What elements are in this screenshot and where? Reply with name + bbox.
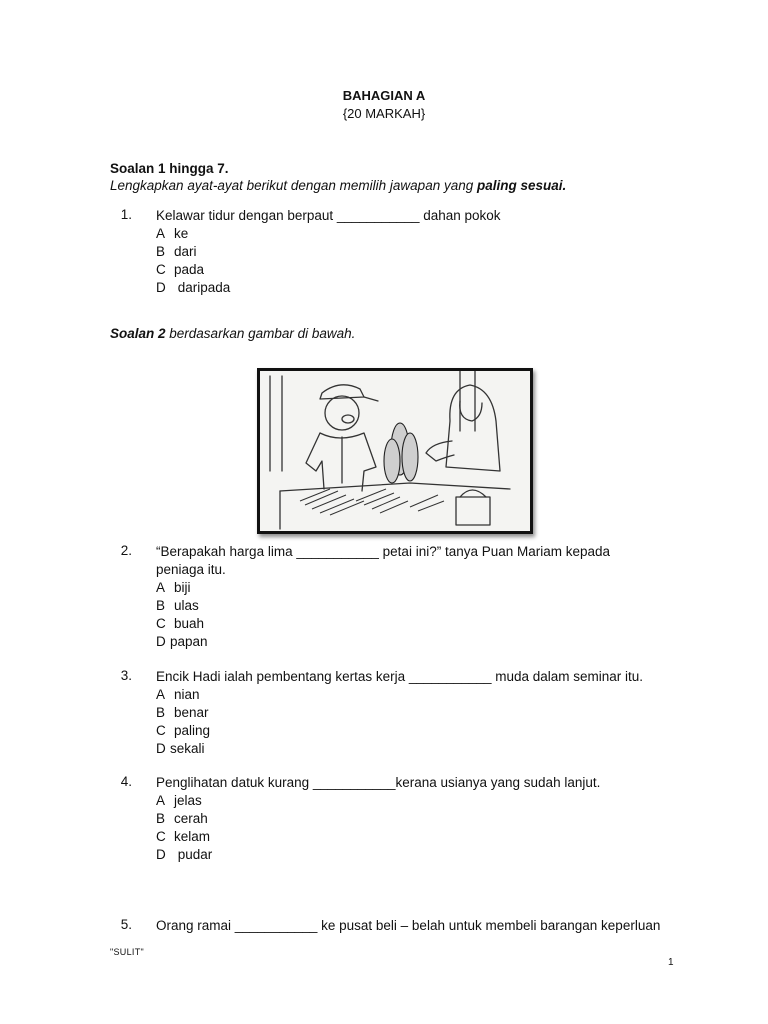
question-range-label: Soalan 1 hingga 7. (110, 161, 229, 176)
question-text: “Berapakah harga lima ___________ petai ini?” tanya Puan Mariam kepada (156, 544, 611, 559)
option-a[interactable]: A ke (156, 226, 189, 241)
vendor-customer-drawing (260, 371, 530, 531)
option-d[interactable]: D pudar (156, 847, 213, 862)
option-a[interactable]: A biji (156, 580, 191, 595)
option-d[interactable]: D papan (156, 634, 208, 649)
picture-instruction-bold: Soalan 2 (110, 326, 166, 341)
question-text: Encik Hadi ialah pembentang kertas kerja ___________ muda dalam seminar itu. (156, 669, 644, 684)
option-c[interactable]: C buah (156, 616, 205, 631)
option-b[interactable]: B dari (156, 244, 197, 259)
question-text: Kelawar tidur dengan berpaut ___________ dahan pokok (156, 208, 501, 223)
page-number: 1 (668, 957, 674, 968)
option-b[interactable]: B ulas (156, 598, 199, 613)
question-number: 2. (120, 543, 132, 558)
option-a[interactable]: A nian (156, 687, 200, 702)
option-d[interactable]: D daripada (156, 280, 231, 295)
question-number: 3. (120, 668, 132, 683)
instruction-text (110, 178, 566, 193)
question-text-line2: peniaga itu. (156, 562, 226, 577)
section-marks: {20 MARKAH} (342, 106, 426, 121)
picture-instruction (110, 326, 355, 341)
question-text: Penglihatan datuk kurang ___________kerana usianya yang sudah lanjut. (156, 775, 601, 790)
instruction-prefix: Lengkapkan ayat-ayat berikut dengan memilih jawapan yang (110, 178, 477, 193)
option-b[interactable]: B cerah (156, 811, 208, 826)
section-title: BAHAGIAN A (342, 88, 426, 103)
option-c[interactable]: C paling (156, 723, 211, 738)
footer-label: "SULIT" (110, 947, 144, 957)
option-c[interactable]: C kelam (156, 829, 211, 844)
option-d[interactable]: D sekali (156, 741, 205, 756)
picture-instruction-rest: berdasarkan gambar di bawah. (165, 326, 356, 341)
option-c[interactable]: C pada (156, 262, 205, 277)
market-illustration (257, 368, 533, 534)
option-a[interactable]: A jelas (156, 793, 202, 808)
question-number: 4. (120, 774, 132, 789)
option-b[interactable]: B benar (156, 705, 209, 720)
question-text: Orang ramai ___________ ke pusat beli – belah untuk membeli barangan keperluan (156, 918, 661, 933)
question-number: 1. (120, 207, 132, 222)
question-number: 5. (120, 917, 132, 932)
instruction-emphasis: paling sesuai. (477, 178, 567, 193)
